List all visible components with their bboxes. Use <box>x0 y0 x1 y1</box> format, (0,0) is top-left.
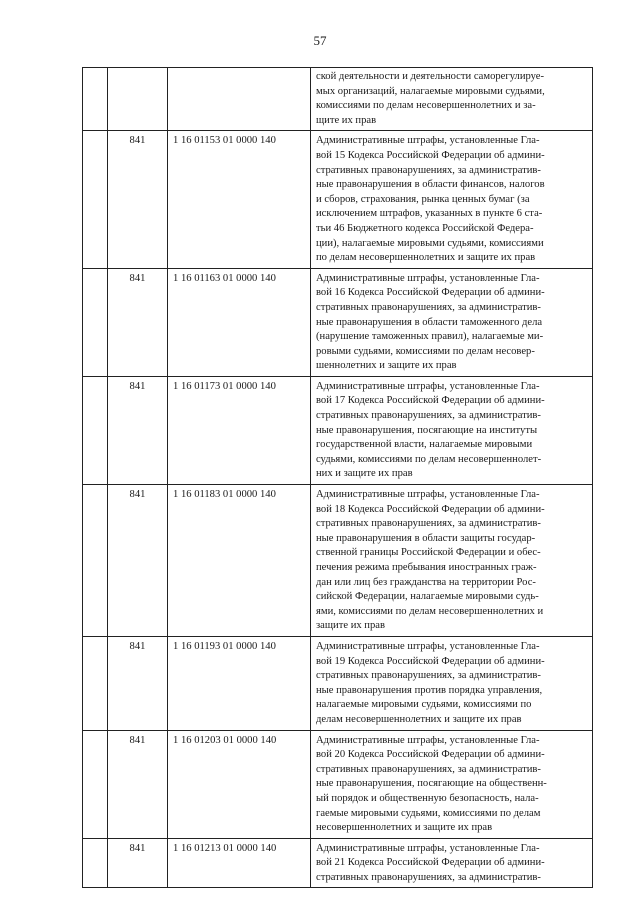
budget-code-cell: 1 16 01203 01 0000 140 <box>168 730 311 838</box>
description-line: вой 18 Кодекса Российской Федерации об админи- <box>316 503 545 515</box>
description-line: вой 20 Кодекса Российской Федерации об админи- <box>316 749 545 761</box>
description-line: ской деятельности и деятельности саморегулируе- <box>316 71 545 82</box>
description-line: Административные штрафы, установленные Гла- <box>316 489 540 501</box>
description-line: (нарушение таможенных правил), налагаемые ми- <box>316 331 544 343</box>
description-line: вой 16 Кодекса Российской Федерации об админи- <box>316 287 545 299</box>
description-line: Административные штрафы, установленные Гла- <box>316 380 540 392</box>
description-line: комиссиями по делам несовершеннолетних и за- <box>316 100 536 112</box>
admin-code-cell: 841 <box>108 131 168 268</box>
description-line: вой 19 Кодекса Российской Федерации об админи- <box>316 655 545 667</box>
description-line: Административные штрафы, установленные Гла- <box>316 135 540 147</box>
description-cell <box>311 68 593 131</box>
description-line: несовершеннолетних и защите их прав <box>316 822 493 834</box>
margin-cell <box>83 68 108 131</box>
description-line: вой 15 Кодекса Российской Федерации об админи- <box>316 149 545 161</box>
description-line: защите их прав <box>316 620 385 632</box>
description-line: стративных правонарушениях, за административ- <box>316 670 541 682</box>
margin-cell <box>83 268 108 376</box>
description-line: ные правонарушения против порядка управления, <box>316 684 543 696</box>
description-cell <box>311 838 593 888</box>
description-line: Административные штрафы, установленные Гла- <box>316 734 540 746</box>
table-row <box>83 131 593 268</box>
description-cell <box>311 730 593 838</box>
margin-cell <box>83 376 108 484</box>
description-cell <box>311 268 593 376</box>
description-line: Административные штрафы, установленные Гла- <box>316 272 540 284</box>
admin-code-cell <box>108 68 168 131</box>
admin-code-cell: 841 <box>108 838 168 888</box>
description-line: сийской Федерации, налагаемые мировыми судь- <box>316 591 539 603</box>
margin-cell <box>83 131 108 268</box>
description-line: ные правонарушения в области защиты государ- <box>316 532 536 544</box>
description-line: вой 21 Кодекса Российской Федерации об админи- <box>316 857 545 869</box>
admin-code-cell: 841 <box>108 636 168 730</box>
description-line: мых организаций, налагаемые мировыми судьями, <box>316 85 545 97</box>
table-row <box>83 268 593 376</box>
table-row <box>83 730 593 838</box>
description-line: по делам несовершеннолетних и защите их прав <box>316 252 536 264</box>
description-line: ные правонарушения, посягающие на институты <box>316 424 538 436</box>
admin-code-cell: 841 <box>108 268 168 376</box>
description-line: стративных правонарушениях, за административ- <box>316 763 541 775</box>
description-line: дан или лиц без гражданства на территории Рос- <box>316 576 536 588</box>
table-row <box>83 838 593 888</box>
description-line: налагаемые мировыми судьями, комиссиями по <box>316 699 532 711</box>
admin-code-cell: 841 <box>108 730 168 838</box>
description-line: государственной власти, налагаемые мировыми <box>316 439 533 451</box>
description-cell <box>311 376 593 484</box>
budget-classification-table <box>82 67 593 888</box>
page-number: 57 <box>313 33 327 48</box>
description-line: делам несовершеннолетних и защите их прав <box>316 713 522 725</box>
description-line: тьи 46 Бюджетного кодекса Российской Федера- <box>316 222 534 234</box>
margin-cell <box>83 838 108 888</box>
description-line: стративных правонарушениях, за административ- <box>316 164 541 176</box>
margin-cell <box>83 485 108 637</box>
description-line: ные правонарушения в области таможенного дела <box>316 316 543 328</box>
description-line: ственной границы Российской Федерации и обес- <box>316 547 541 559</box>
description-line: печения режима пребывания иностранных граж- <box>316 562 537 573</box>
description-line: Административные штрафы, установленные Гла- <box>316 640 540 652</box>
description-line: стративных правонарушениях, за административ- <box>316 301 541 313</box>
budget-code-cell: 1 16 01173 01 0000 140 <box>168 376 311 484</box>
budget-code-cell: 1 16 01163 01 0000 140 <box>168 268 311 376</box>
table-row <box>83 68 593 131</box>
description-line: ные правонарушения, посягающие на общественн- <box>316 778 547 790</box>
description-line: стративных правонарушениях, за административ- <box>316 871 541 883</box>
description-line: и сборов, страхования, рынка ценных бумаг (за <box>316 193 530 205</box>
admin-code-cell: 841 <box>108 485 168 637</box>
budget-code-cell: 1 16 01193 01 0000 140 <box>168 636 311 730</box>
margin-cell <box>83 636 108 730</box>
description-cell <box>311 636 593 730</box>
description-line: стративных правонарушениях, за административ- <box>316 410 541 422</box>
description-line: Административные штрафы, установленные Гла- <box>316 842 540 854</box>
margin-cell <box>83 730 108 838</box>
admin-code-cell: 841 <box>108 376 168 484</box>
description-line: судьями, комиссиями по делам несовершеннолет- <box>316 453 542 465</box>
table-row <box>83 376 593 484</box>
description-line: исключением штрафов, указанных в пункте 6 ста- <box>316 208 543 220</box>
budget-code-cell: 1 16 01183 01 0000 140 <box>168 485 311 637</box>
description-line: ровыми судьями, комиссиями по делам несовер- <box>316 345 535 357</box>
budget-code-cell <box>168 68 311 131</box>
budget-code-cell: 1 16 01213 01 0000 140 <box>168 838 311 888</box>
description-cell <box>311 485 593 637</box>
description-line: ями, комиссиями по делам несовершеннолетних и <box>316 605 544 617</box>
table-body <box>83 68 593 888</box>
description-line: стративных правонарушениях, за административ- <box>316 518 541 530</box>
table-row <box>83 485 593 637</box>
budget-code-cell: 1 16 01153 01 0000 140 <box>168 131 311 268</box>
description-cell <box>311 131 593 268</box>
description-line: щите их прав <box>316 114 377 126</box>
table-row <box>83 636 593 730</box>
description-line: них и защите их прав <box>316 468 413 480</box>
description-line: гаемые мировыми судьями, комиссиями по делам <box>316 807 541 819</box>
description-line: вой 17 Кодекса Российской Федерации об админи- <box>316 395 545 407</box>
description-line: шеннолетних и защите их прав <box>316 360 457 372</box>
description-line: ные правонарушения в области финансов, налогов <box>316 179 545 191</box>
description-line: ый порядок и общественную безопасность, нала- <box>316 792 539 804</box>
description-line: ции), налагаемые мировыми судьями, комиссиями <box>316 237 544 249</box>
